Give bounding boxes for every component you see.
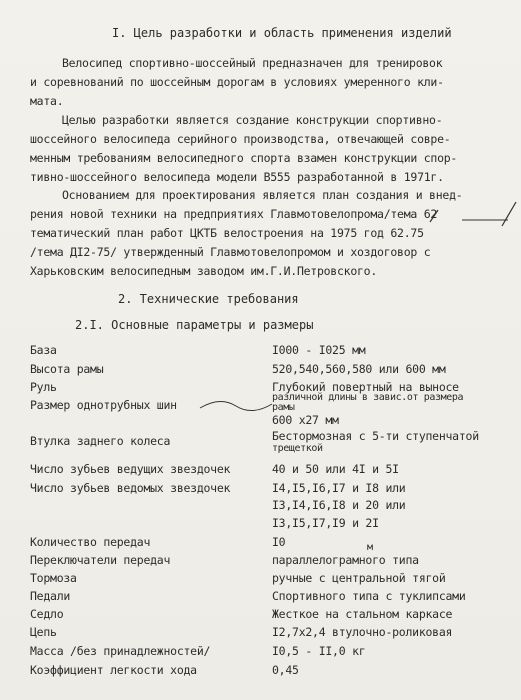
spec-value: I3,I5,I7,I9 и 2I bbox=[272, 516, 379, 530]
paragraph-1-line-2: и соревнований по шоссейным дорогам в условиях умеренного кли- bbox=[30, 75, 444, 89]
section-1-title: I. Цель разработки и область применения изделий bbox=[112, 26, 452, 40]
section-2-title: 2. Технические требования bbox=[118, 292, 299, 306]
spec-value: 0,45 bbox=[272, 663, 299, 677]
spec-value: Жесткое на стальном каркасе bbox=[272, 607, 453, 621]
spec-label: База bbox=[30, 343, 57, 357]
spec-value: Глубокий повеpтный на выносе bbox=[272, 380, 459, 394]
paragraph-2-line-4: тивно-шоссейного велосипеда модели В555 разработанной в 1971г. bbox=[30, 170, 444, 184]
spec-value: 600 x27 мм bbox=[272, 413, 339, 427]
spec-label: Тормоза bbox=[30, 571, 77, 585]
paragraph-2-line-1: Целью разработки является создание конструкции спортивно- bbox=[62, 113, 443, 127]
spec-value-small: различной длины в завис.от размера bbox=[272, 392, 464, 403]
spec-label: Размер однотрубных шин bbox=[30, 398, 177, 412]
spec-label: Количество передач bbox=[30, 535, 151, 549]
spec-label: Руль bbox=[30, 380, 57, 394]
spec-value: I2,7x2,4 втулочно-роликовая bbox=[272, 625, 453, 639]
spec-value: Спортивного типа с туклипсами bbox=[272, 589, 466, 603]
paragraph-3-line-3: тематический план работ ЦКТБ велостроения на 1975 год 62.75 bbox=[30, 226, 424, 240]
handwritten-fraction-mark bbox=[420, 196, 520, 230]
spec-value: 40 и 50 или 4I и 5I bbox=[272, 462, 399, 476]
spec-value: 520,540,560,580 или 600 мм bbox=[272, 362, 446, 376]
spec-value: I0,5 - II,0 кг bbox=[272, 644, 366, 658]
paragraph-2-line-2: шоссейного велосипеда серийного производства, отвечающей совре- bbox=[30, 132, 451, 146]
spec-value-small: Бестормозная с 5-ти ступенчатой bbox=[272, 429, 479, 443]
spec-label: Число зубьев ведущих звездочек bbox=[30, 462, 231, 476]
spec-label: Педали bbox=[30, 589, 71, 603]
spec-value: параллелограмного типа bbox=[272, 553, 419, 567]
paragraph-3-line-1: Основанием для проектирования является план создания и внед- bbox=[62, 188, 463, 202]
paragraph-1-line-3: мата. bbox=[30, 94, 64, 108]
spec-label: Число зубьев ведомых звездочек bbox=[30, 481, 231, 495]
spec-value: I000 - I025 мм bbox=[272, 343, 366, 357]
spec-label: Цепь bbox=[30, 625, 57, 639]
spec-value-small: рамы bbox=[272, 402, 295, 413]
spec-value: I4,I5,I6,I7 и I8 или bbox=[272, 481, 406, 495]
spec-value: I3,I4,I6,I8 и 20 или bbox=[272, 498, 406, 512]
handwritten-annotation: м bbox=[367, 542, 373, 553]
spec-label: Масса /без принадлежностей/ bbox=[30, 644, 211, 658]
spec-label: Коэффициент легкости хода bbox=[30, 663, 197, 677]
paragraph-1-line-1: Велосипед спортивно-шоссейный предназначен для тренировок bbox=[62, 56, 443, 70]
spec-label: Седло bbox=[30, 607, 64, 621]
paragraph-3-line-5: Харьковским велосипедным заводом им.Г.И.Петровского. bbox=[30, 264, 378, 278]
spec-label: Переключатели передач bbox=[30, 553, 171, 567]
paragraph-3-line-2: рения новой техники на предприятиях Главмотовелопрома/тема 62 bbox=[30, 207, 438, 221]
spec-value: I0 bbox=[272, 535, 286, 549]
section-2-1-subtitle: 2.I. Основные параметры и размеры bbox=[75, 318, 314, 332]
paragraph-3-line-4: /тема ДІ2-75/ утвержденный Главмотовелопромом и хоздоговор с bbox=[30, 245, 431, 259]
handwritten-curve-mark bbox=[196, 394, 276, 418]
spec-label: Высота рамы bbox=[30, 362, 104, 376]
paragraph-2-line-3: менным требованиям велосипедного спорта взамен конструкции спор- bbox=[30, 151, 458, 165]
spec-label: Втулка заднего колеса bbox=[30, 434, 171, 448]
spec-value: ручные с центральной тягой bbox=[272, 571, 446, 585]
spec-value-small: трещеткой bbox=[272, 443, 323, 454]
